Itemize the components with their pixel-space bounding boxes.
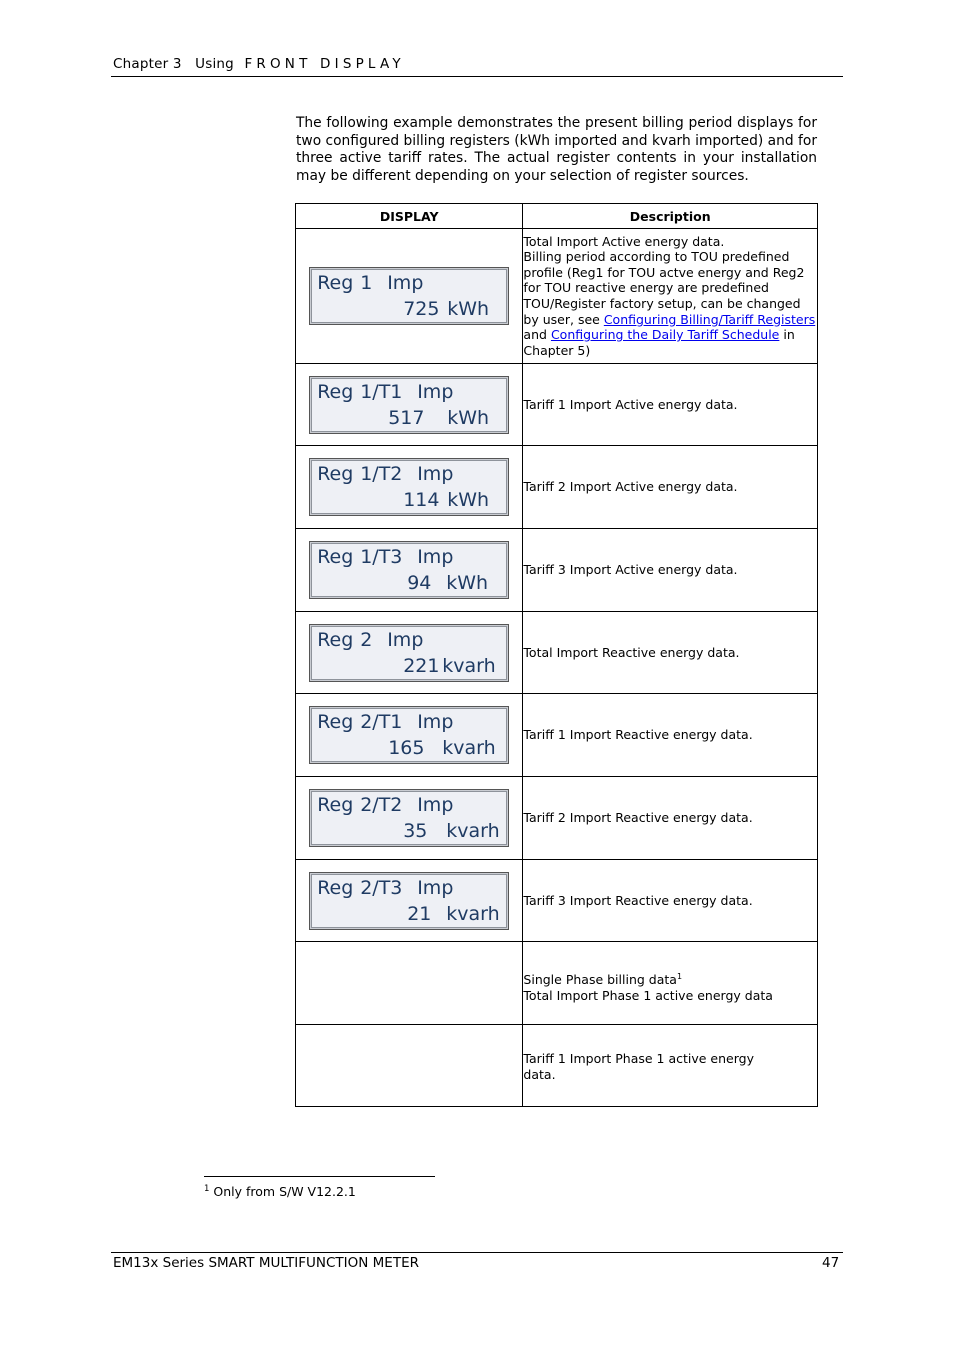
description-cell: Tariff 3 Import Active energy data. [523, 529, 818, 612]
footer-rule [111, 1252, 843, 1253]
lcd-unit: kWh [447, 406, 490, 429]
display-cell [296, 777, 523, 860]
description-cell [523, 1025, 818, 1107]
desc-and: and [523, 327, 547, 343]
lcd-reg-label: Reg [317, 380, 354, 403]
lcd-reg-label: Reg [317, 628, 354, 651]
lcd-unit: kWh [447, 298, 490, 320]
lcd-value: 165 [388, 737, 425, 759]
desc-tail: in Chapter 5) [523, 327, 795, 358]
display-cell [296, 364, 523, 446]
lcd-value: 221 [403, 654, 440, 677]
display-cell [296, 612, 523, 694]
display-table [295, 203, 818, 1107]
footer-title: EM13x Series SMART MULTIFUNCTION METER [113, 1255, 419, 1271]
lcd-register-id: 1 [360, 272, 373, 294]
lcd-display [309, 624, 509, 682]
display-cell [296, 446, 523, 529]
lcd-display [309, 872, 509, 930]
lcd-imp-label: Imp [417, 794, 454, 816]
lcd-unit: kvarh [446, 902, 500, 925]
desc-paragraph [523, 249, 817, 358]
display-cell-empty [296, 942, 523, 1025]
desc-line: Tariff 1 Import Phase 1 active energy data. [523, 1050, 754, 1082]
description-column-header: Description [523, 204, 818, 229]
description-cell: Tariff 3 Import Reactive energy data. [523, 860, 818, 942]
lcd-register-id: 1/T2 [360, 463, 403, 485]
lcd-value: 517 [388, 406, 425, 429]
table-row [296, 364, 818, 446]
using-label: Using [195, 56, 234, 72]
display-cell [296, 860, 523, 942]
page-number: 47 [822, 1255, 840, 1271]
lcd-display [309, 376, 509, 434]
lcd-value: 21 [407, 902, 432, 925]
header-rule [111, 76, 843, 77]
lcd-imp-label: Imp [417, 711, 454, 733]
display-cell-empty [296, 1025, 523, 1107]
desc-line: Total Import Active energy data. [523, 233, 725, 249]
description-cell: Total Import Reactive energy data. [523, 612, 818, 694]
lcd-unit: kvarh [446, 820, 500, 842]
lcd-unit: kWh [447, 489, 490, 511]
page-header [113, 56, 405, 72]
lcd-reg-label: Reg [317, 463, 354, 485]
lcd-imp-label: Imp [417, 380, 454, 403]
table-header-row [296, 204, 818, 229]
lcd-display [309, 541, 509, 599]
link-configuring-billing-registers[interactable]: Configuring Billing/Tariff Registers [603, 311, 816, 327]
footnote-ref: 1 [676, 971, 683, 981]
lcd-unit: kWh [446, 572, 489, 594]
footnote-number: 1 [204, 1184, 210, 1194]
lcd-register-id: 1/T1 [360, 380, 403, 403]
desc-text: Billing period according to TOU predefined profile (Reg1 for TOU actve energy and Reg2 for TOU reactive energy are predefined TOU/Register factory setup, can be changed by user, see [523, 249, 805, 327]
lcd-display [309, 458, 509, 516]
section-title: FRONT DISPLAY [244, 56, 405, 72]
desc-line: Total Import Phase 1 active energy data [523, 987, 773, 1003]
lcd-value: 94 [407, 572, 432, 594]
description-cell: Tariff 2 Import Reactive energy data. [523, 777, 818, 860]
lcd-reg-label: Reg [317, 794, 354, 816]
lcd-value: 725 [403, 298, 440, 320]
footnote-rule [204, 1176, 435, 1177]
table-row [296, 446, 818, 529]
description-cell: Tariff 1 Import Reactive energy data. [523, 694, 818, 777]
lcd-reg-label: Reg [317, 876, 354, 899]
description-cell: Tariff 1 Import Active energy data. [523, 364, 818, 446]
intro-paragraph: The following example demonstrates the present billing period displays for two configured billing registers (kWh imported and kvarh imported) and for three active tariff rates. The actual register contents in your installation may be different depending on your selection of register sources. [296, 115, 817, 184]
description-cell [523, 229, 818, 364]
lcd-reg-label: Reg [317, 546, 354, 568]
lcd-reg-label: Reg [317, 272, 354, 294]
table-row [296, 529, 818, 612]
lcd-register-id: 2/T2 [360, 794, 403, 816]
lcd-reg-label: Reg [317, 711, 354, 733]
table-row [296, 860, 818, 942]
lcd-display [309, 267, 509, 325]
lcd-value: 114 [403, 489, 440, 511]
description-cell [523, 942, 818, 1025]
description-cell: Tariff 2 Import Active energy data. [523, 446, 818, 529]
lcd-imp-label: Imp [417, 876, 454, 899]
display-cell [296, 529, 523, 612]
chapter-label: Chapter 3 [113, 56, 182, 72]
table-row [296, 777, 818, 860]
lcd-register-id: 2/T3 [360, 876, 403, 899]
footnote-text: Only from S/W V12.2.1 [213, 1184, 356, 1200]
lcd-display [309, 706, 509, 764]
footnote [204, 1184, 356, 1199]
lcd-value: 35 [403, 820, 428, 842]
lcd-imp-label: Imp [387, 272, 424, 294]
table-row [296, 1025, 818, 1107]
display-column-header: DISPLAY [296, 204, 523, 229]
table-row [296, 612, 818, 694]
lcd-imp-label: Imp [417, 463, 454, 485]
table-row [296, 229, 818, 364]
link-configuring-daily-tariff[interactable]: Configuring the Daily Tariff Schedule [550, 327, 780, 343]
lcd-register-id: 2 [360, 628, 373, 651]
display-cell [296, 229, 523, 364]
table-row [296, 942, 818, 1025]
lcd-unit: kvarh [442, 654, 496, 677]
lcd-display [309, 789, 509, 847]
lcd-unit: kvarh [442, 737, 496, 759]
lcd-imp-label: Imp [387, 628, 424, 651]
display-cell [296, 694, 523, 777]
desc-line: Single Phase billing data [523, 971, 677, 987]
lcd-imp-label: Imp [417, 546, 454, 568]
table-row [296, 694, 818, 777]
lcd-register-id: 1/T3 [360, 546, 403, 568]
lcd-register-id: 2/T1 [360, 711, 403, 733]
